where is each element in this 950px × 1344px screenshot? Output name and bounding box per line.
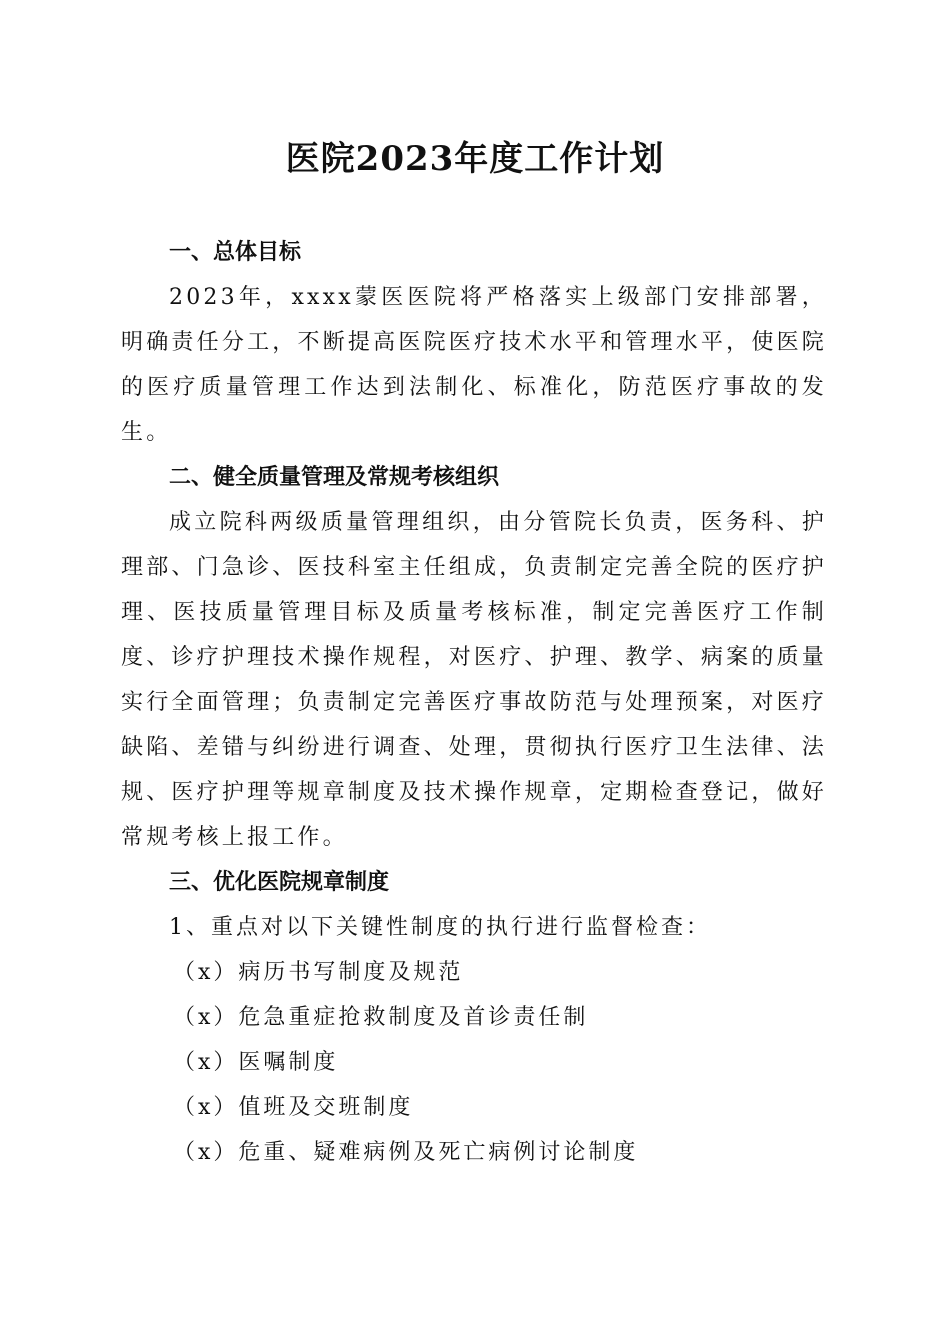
list-item: （x）值班及交班制度: [173, 1095, 414, 1120]
section-1-heading: 一、总体目标: [169, 240, 302, 265]
section-3-heading: 三、优化医院规章制度: [169, 870, 390, 895]
document-body: [121, 230, 827, 1175]
list-item: （x）危重、疑难病例及死亡病例讨论制度: [173, 1140, 639, 1165]
section-3-intro: 1、重点对以下关键性制度的执行进行监督检查：: [169, 915, 711, 940]
document-title: 医院2023年度工作计划: [285, 139, 665, 179]
section-2-paragraph: 成立院科两级质量管理组织，由分管院长负责，医务科、护理部、门急诊、医技科室主任组成，负责制定完善全院的医疗护理、医技质量管理目标及质量考核标准，制定完善医疗工作制度、诊疗护理技术操作规程，对医疗、护理、教学、病案的质量实行全面管理；负责制定完善医疗事故防范与处理预案，对医疗缺陷、差错与纠纷进行调查、处理，贯彻执行医疗卫生法律、法规、医疗护理等规章制度及技术操作规章，定期检查登记，做好常规考核上报工作。: [121, 510, 827, 850]
list-item: （x）医嘱制度: [173, 1050, 339, 1075]
section-2-heading: 二、健全质量管理及常规考核组织: [169, 465, 500, 490]
section-1-paragraph: 2023年，xxxx蒙医医院将严格落实上级部门安排部署，明确责任分工，不断提高医院医疗技术水平和管理水平，使医院的医疗质量管理工作达到法制化、标准化，防范医疗事故的发生。: [121, 285, 827, 445]
list-item: （x）危急重症抢救制度及首诊责任制: [173, 1005, 589, 1030]
list-item: （x）病历书写制度及规范: [173, 960, 464, 985]
